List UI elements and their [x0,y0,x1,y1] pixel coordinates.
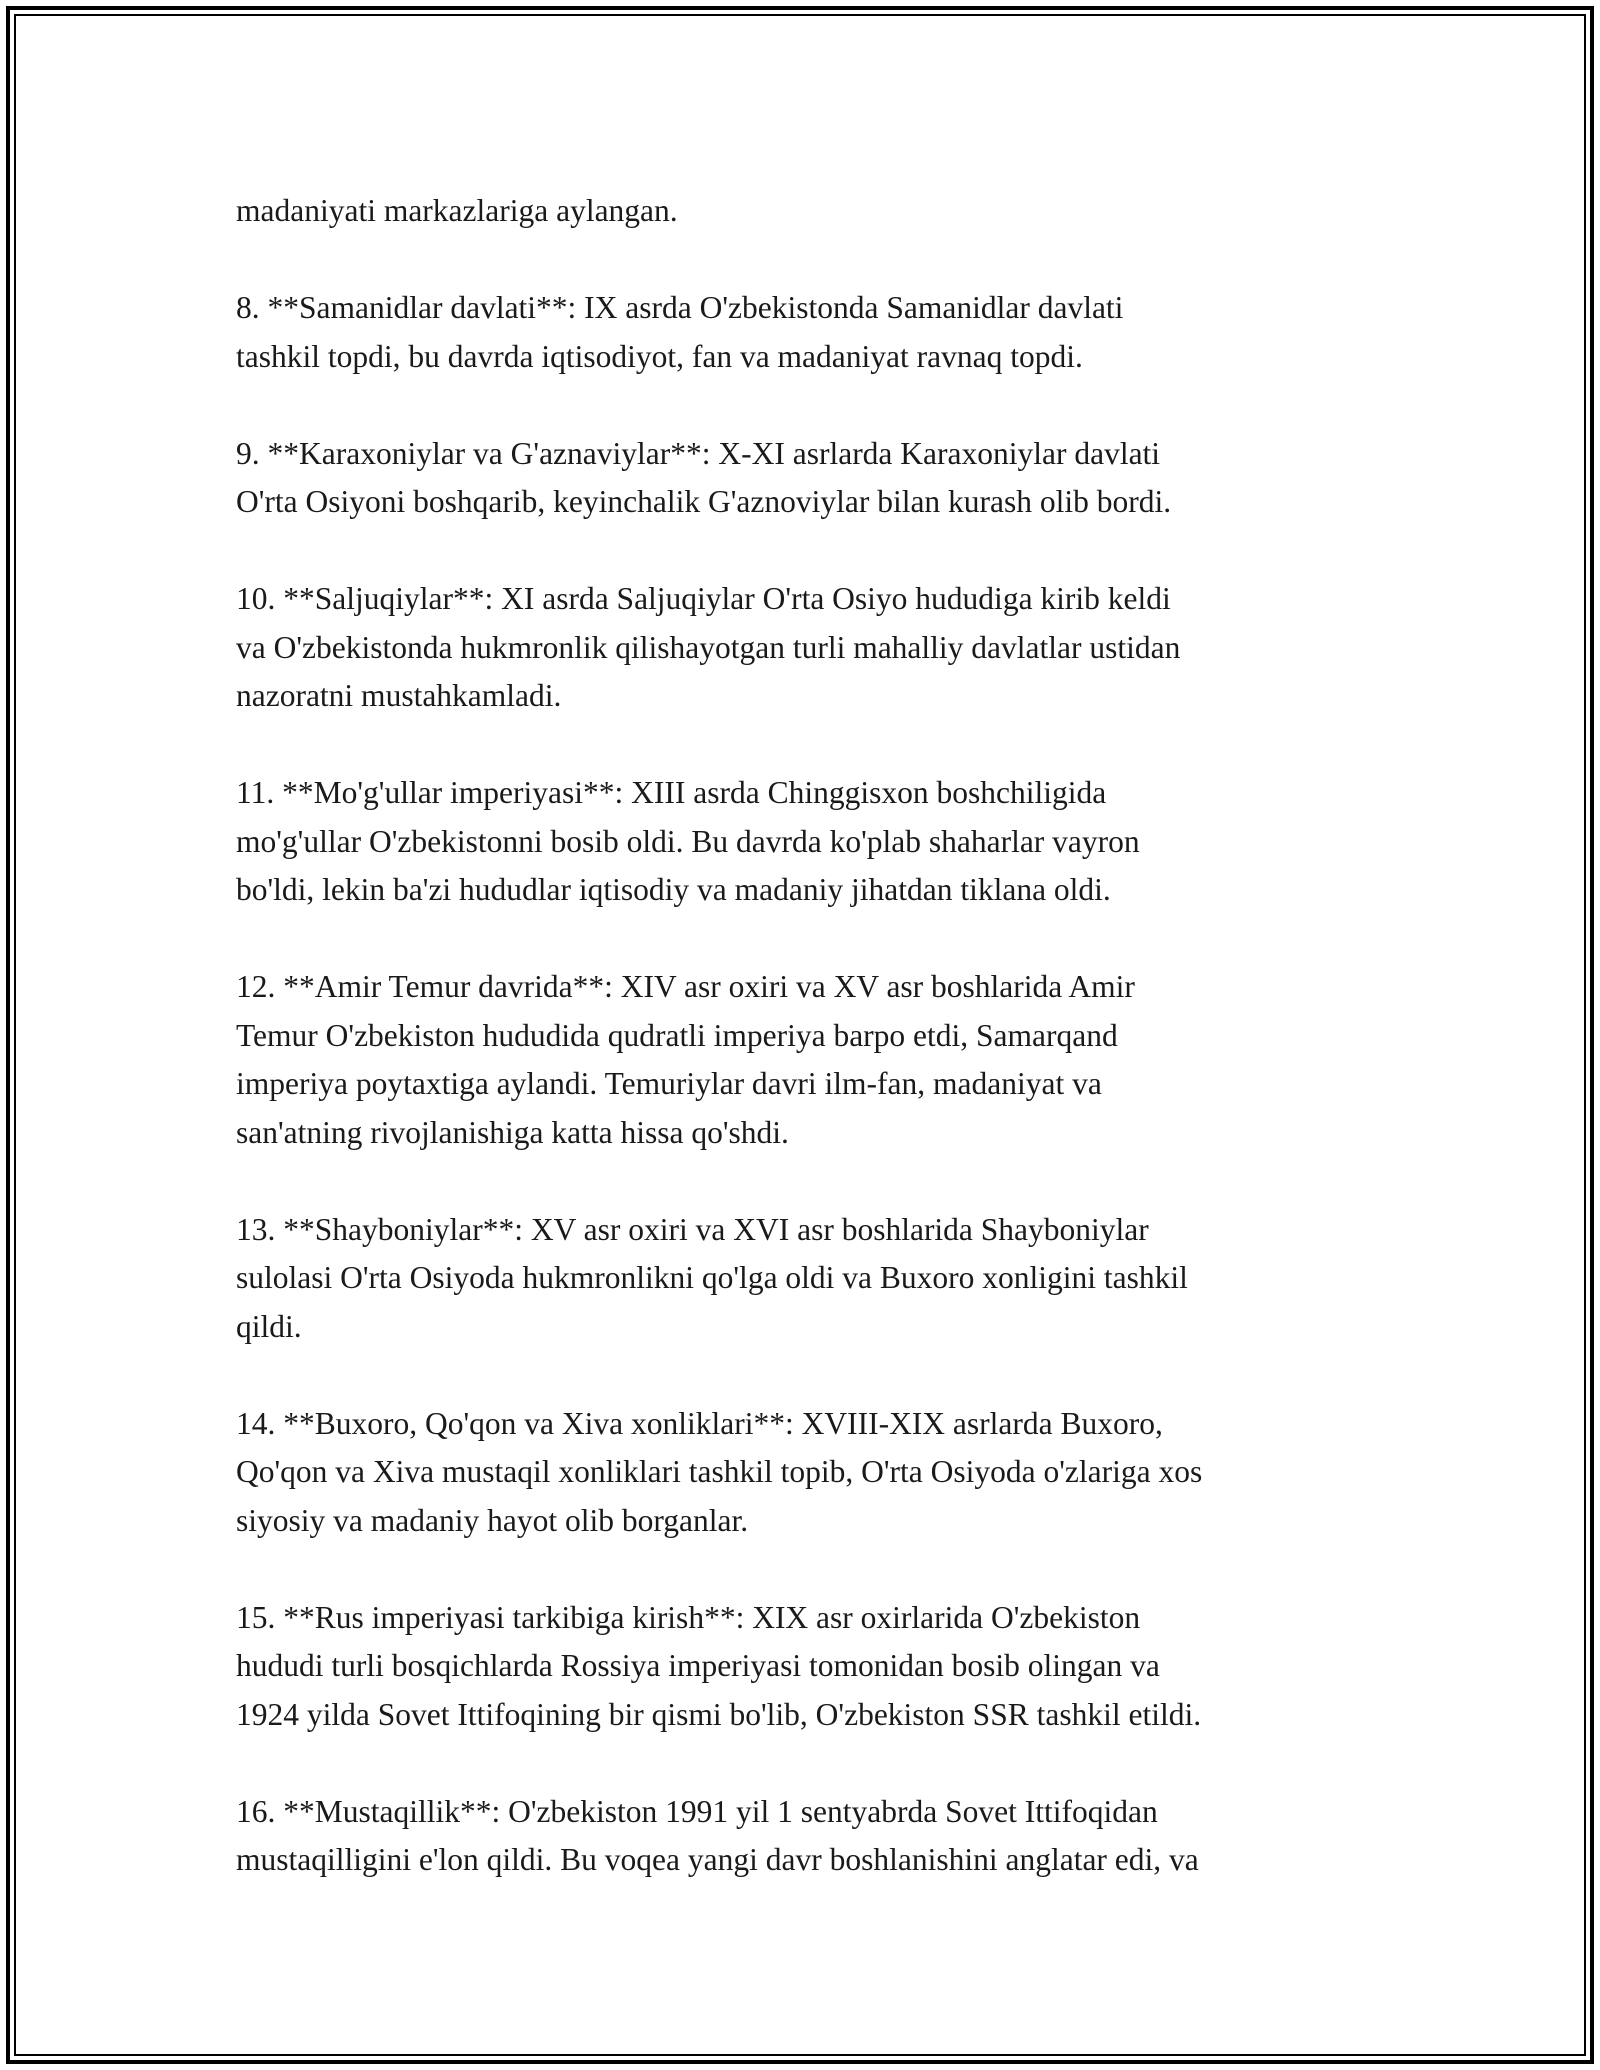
list-item-11: 11. **Mo'g'ullar imperiyasi**: XIII asrda Chinggisxon boshchiligida mo'g'ullar O'zbekistonni bosib oldi. Bu davrda ko'plab shaharlar vayron bo'ldi, lekin ba'zi hududlar iqtisodiy va madaniy jihatdan tiklana oldi. [236,775,1140,907]
list-item-9: 9. **Karaxoniylar va G'aznaviylar**: X-XI asrlarda Karaxoniylar davlati O'rta Osiyoni boshqarib, keyinchalik G'aznoviylar bilan kurash olib bordi. [236,435,1172,519]
paragraph-continuation: madaniyati markazlariga aylangan. [236,193,678,228]
document-body [236,187,1406,1933]
list-item-8: 8. **Samanidlar davlati**: IX asrda O'zbekistonda Samanidlar davlati tashkil topdi, bu davrda iqtisodiyot, fan va madaniyat ravnaq topdi. [236,290,1124,374]
list-item-16: 16. **Mustaqillik**: O'zbekiston 1991 yil 1 sentyabrda Sovet Ittifoqidan mustaqilligini e'lon qildi. Bu voqea yangi davr boshlanishini anglatar edi, va [236,1793,1199,1877]
list-item-13: 13. **Shayboniylar**: XV asr oxiri va XVI asr boshlarida Shayboniylar sulolasi O'rta Osiyoda hukmronlikni qo'lga oldi va Buxoro xonligini tashkil qildi. [236,1211,1188,1344]
list-item-10: 10. **Saljuqiylar**: XI asrda Saljuqiylar O'rta Osiyo hududiga kirib keldi va O'zbekistonda hukmronlik qilishayotgan turli mahalliy davlatlar ustidan nazoratni mustahkamladi. [236,581,1181,713]
list-item-12: 12. **Amir Temur davrida**: XIV asr oxiri va XV asr boshlarida Amir Temur O'zbekiston hududida qudratli imperiya barpo etdi, Samarqand imperiya poytaxtiga aylandi. Temuriylar davri ilm-fan, madaniyat va san'atning rivojlanishiga katta hissa qo'shdi. [236,969,1135,1150]
list-item-14: 14. **Buxoro, Qo'qon va Xiva xonliklari**: XVIII-XIX asrlarda Buxoro, Qo'qon va Xiva mustaqil xonliklari tashkil topib, O'rta Osiyoda o'zlariga xos siyosiy va madaniy hayot olib borganlar. [236,1405,1203,1538]
list-item-15: 15. **Rus imperiyasi tarkibiga kirish**: XIX asr oxirlarida O'zbekiston hududi turli bosqichlarda Rossiya imperiyasi tomonidan bosib olingan va 1924 yilda Sovet Ittifoqining bir qismi bo'lib, O'zbekiston SSR tashkil etildi. [236,1599,1202,1732]
